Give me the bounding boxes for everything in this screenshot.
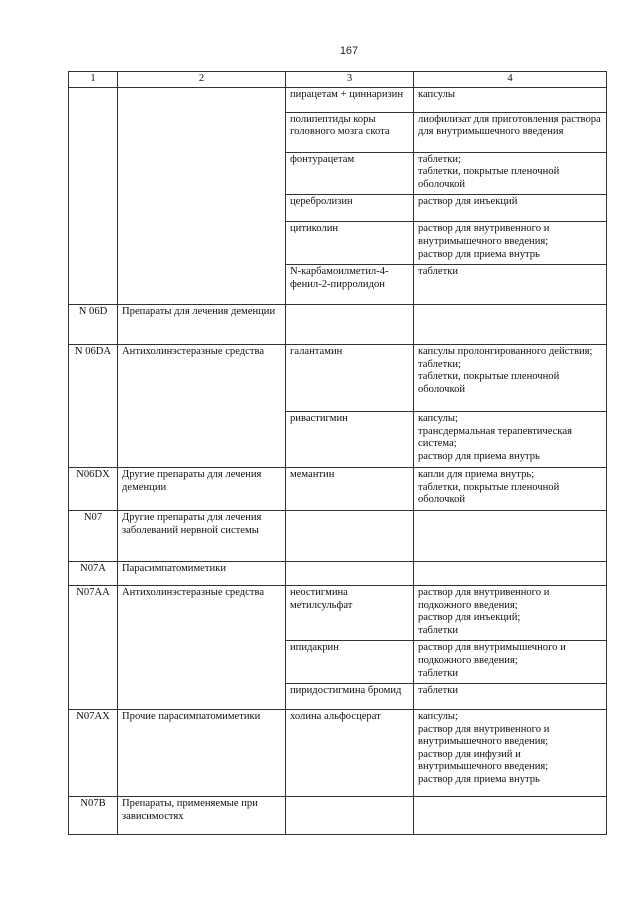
group-name-cell: Препараты для лечения деменции <box>118 305 286 345</box>
dosage-form-cell: таблетки <box>414 684 607 710</box>
drug-name-cell: холина альфосцерат <box>286 710 414 797</box>
dosage-form-cell <box>414 510 607 561</box>
drug-name-cell: цитиколин <box>286 222 414 265</box>
drug-name-cell <box>286 797 414 835</box>
group-name-cell: Другие препараты для лечения заболеваний нервной системы <box>118 510 286 561</box>
drug-name-cell: ривастигмин <box>286 412 414 468</box>
dosage-form-cell: капли для приема внутрь; таблетки, покрытые пленочной оболочкой <box>414 468 607 511</box>
table-row <box>69 585 607 640</box>
atc-code-cell: N07AA <box>69 585 118 709</box>
dosage-form-cell: раствор для внутримышечного и подкожного введения; таблетки <box>414 641 607 684</box>
atc-code-cell <box>69 87 118 305</box>
group-name-cell: Препараты, применяемые при зависимостях <box>118 797 286 835</box>
group-name-cell: Парасимпатомиметики <box>118 561 286 585</box>
drug-name-cell: мемантин <box>286 468 414 511</box>
drug-name-cell: неостигмина метилсульфат <box>286 585 414 640</box>
dosage-form-cell: раствор для внутривенного и подкожного введения; раствор для инъекций; таблетки <box>414 585 607 640</box>
dosage-form-cell: лиофилизат для приготовления раствора для внутримышечного введения <box>414 112 607 152</box>
group-name-cell <box>118 87 286 305</box>
header-row <box>69 72 607 88</box>
table-body <box>69 87 607 835</box>
table-row <box>69 561 607 585</box>
drug-name-cell: пирацетам + циннаризин <box>286 87 414 112</box>
dosage-form-cell: раствор для инъекций <box>414 195 607 222</box>
drug-name-cell: церебролизин <box>286 195 414 222</box>
atc-code-cell: N06DX <box>69 468 118 511</box>
atc-code-cell: N 06D <box>69 305 118 345</box>
drug-name-cell <box>286 305 414 345</box>
dosage-form-cell: раствор для внутривенного и внутримышечного введения; раствор для приема внутрь <box>414 222 607 265</box>
column-header-3: 3 <box>286 72 414 88</box>
drug-name-cell: фонтурацетам <box>286 152 414 195</box>
page-number: 167 <box>339 45 359 57</box>
table-row <box>69 510 607 561</box>
table-row <box>69 345 607 412</box>
dosage-form-cell <box>414 561 607 585</box>
table-row <box>69 468 607 511</box>
column-header-2: 2 <box>118 72 286 88</box>
drug-name-cell: полипептиды коры головного мозга скота <box>286 112 414 152</box>
dosage-form-cell: таблетки <box>414 265 607 305</box>
atc-code-cell: N07B <box>69 797 118 835</box>
atc-code-cell: N07 <box>69 510 118 561</box>
drug-table <box>68 71 607 835</box>
dosage-form-cell: таблетки; таблетки, покрытые пленочной оболочкой <box>414 152 607 195</box>
drug-name-cell: N-карбамоилметил-4-фенил-2-пирролидон <box>286 265 414 305</box>
dosage-form-cell <box>414 797 607 835</box>
group-name-cell: Антихолинэстеразные средства <box>118 345 286 468</box>
table-row <box>69 305 607 345</box>
group-name-cell: Прочие парасимпатомиметики <box>118 710 286 797</box>
dosage-form-cell: капсулы; раствор для внутривенного и внутримышечного введения; раствор для инфузий и внутримышечного введения; раствор для приема внутрь <box>414 710 607 797</box>
dosage-form-cell: капсулы <box>414 87 607 112</box>
drug-name-cell: пиридостигмина бромид <box>286 684 414 710</box>
table-row <box>69 710 607 797</box>
column-header-4: 4 <box>414 72 607 88</box>
group-name-cell: Антихолинэстеразные средства <box>118 585 286 709</box>
drug-name-cell: ипидакрин <box>286 641 414 684</box>
drug-name-cell: галантамин <box>286 345 414 412</box>
table-row <box>69 87 607 112</box>
column-header-1: 1 <box>69 72 118 88</box>
atc-code-cell: N 06DA <box>69 345 118 468</box>
group-name-cell: Другие препараты для лечения деменции <box>118 468 286 511</box>
drug-name-cell <box>286 561 414 585</box>
drug-name-cell <box>286 510 414 561</box>
atc-code-cell: N07AX <box>69 710 118 797</box>
table-row <box>69 797 607 835</box>
atc-code-cell: N07A <box>69 561 118 585</box>
dosage-form-cell: капсулы пролонгированного действия; таблетки; таблетки, покрытые пленочной оболочкой <box>414 345 607 412</box>
dosage-form-cell <box>414 305 607 345</box>
dosage-form-cell: капсулы; трансдермальная терапевтическая система; раствор для приема внутрь <box>414 412 607 468</box>
